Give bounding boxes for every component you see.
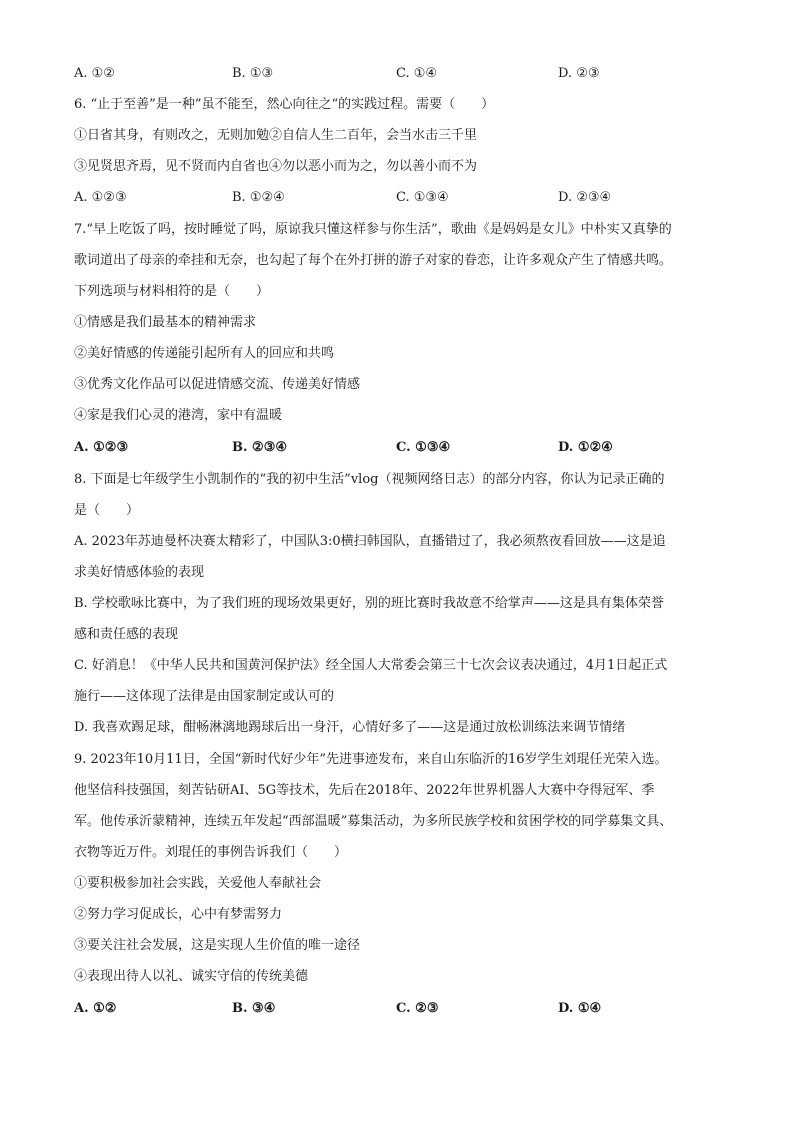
q5-options: [74, 64, 724, 84]
q9-item: ②努力学习促成长，心中有梦需努力: [74, 907, 283, 922]
q8-stem: 是（ ）: [74, 503, 140, 518]
q8-choice-c[interactable]: C. 好消息！《中华人民共和国黄河保护法》经全国人大常委会第三十七次会议表决通过，4月1日起正式: [74, 658, 668, 673]
q6-stem: 6. “止于至善”是一种”虽不能至，然心向往之“的实践过程。需要（ ）: [74, 97, 495, 112]
q9-item: ④表现出待人以礼、诚实守信的传统美德: [74, 969, 309, 984]
q8-stem: 8. 下面是七年级学生小凯制作的“我的初中生活”vlog（视频网络日志）的部分内容，你认为记录正确的: [74, 472, 665, 487]
q9-option-c[interactable]: C. ②③: [396, 1001, 439, 1016]
q7-option-b[interactable]: B. ②③④: [232, 440, 288, 455]
q9-option-a[interactable]: A. ①②: [74, 1001, 117, 1016]
q8-choice-a[interactable]: A. 2023年苏迪曼杯决赛太精彩了，中国队3:0横扫韩国队，直播错过了，我必须熬夜看回放——这是追: [74, 534, 666, 549]
q7-stem: 下列选项与材料相符的是（ ）: [74, 284, 270, 299]
q8-choice-b-cont: 感和责任感的表现: [74, 627, 179, 642]
q9-stem: 9. 2023年10月11日，全国“新时代好少年”先进事迹发布，来自山东临沂的16岁学生刘琨任光荣入选。: [74, 752, 668, 767]
q7-item: ④家是我们心灵的港湾，家中有温暖: [74, 408, 283, 423]
q7-option-c[interactable]: C. ①③④: [396, 440, 451, 455]
q7-item: ②美好情感的传递能引起所有人的回应和共鸣: [74, 346, 335, 361]
q5-option-c[interactable]: C. ①④: [396, 66, 438, 81]
q7-option-a[interactable]: A. ①②③: [74, 440, 129, 455]
q8-choice-d[interactable]: D. 我喜欢踢足球，酣畅淋漓地踢球后出一身汗，心情好多了——这是通过放松训练法来调节情绪: [74, 720, 626, 735]
q9-option-b[interactable]: B. ③④: [232, 1001, 276, 1016]
q9-item: ③要关注社会发展，这是实现人生价值的唯一途径: [74, 938, 361, 953]
q5-option-a[interactable]: A. ①②: [74, 66, 115, 81]
q9-options: [74, 999, 724, 1019]
q7-stem: 歌词道出了母亲的牵挂和无奈，也勾起了每个在外打拼的游子对家的眷恋，让许多观众产生了情感共鸣。: [74, 253, 673, 268]
q9-option-d[interactable]: D. ①④: [558, 1001, 602, 1016]
q6-item: ①日省其身，有则改之，无则加勉②自信人生二百年，会当水击三千里: [74, 128, 478, 143]
q6-option-c[interactable]: C. ①③④: [396, 190, 449, 205]
q6-item: ③见贤思齐焉，见不贤而内自省也④勿以恶小而为之，勿以善小而不为: [74, 159, 478, 174]
q6-option-a[interactable]: A. ①②③: [74, 190, 127, 205]
q5-option-b[interactable]: B. ①③: [232, 66, 274, 81]
q9-item: ①要积极参加社会实践，关爱他人奉献社会: [74, 876, 322, 891]
q6-options: [74, 188, 724, 208]
q6-option-d[interactable]: D. ②③④: [558, 190, 612, 205]
q7-item: ①情感是我们最基本的精神需求: [74, 315, 257, 330]
q8-choice-a-cont: 求美好情感体验的表现: [74, 565, 205, 580]
q8-choice-b[interactable]: B. 学校歌咏比赛中，为了我们班的现场效果更好，别的班比赛时我故意不给掌声——这是具有集体荣誉: [74, 596, 664, 611]
q7-option-d[interactable]: D. ①②④: [558, 440, 613, 455]
q6-option-b[interactable]: B. ①②④: [232, 190, 285, 205]
q9-stem: 军。他传承沂蒙精神，连续五年发起“西部温暖”募集活动，为多所民族学校和贫困学校的同学募集文具、: [74, 814, 673, 829]
q5-option-d[interactable]: D. ②③: [558, 66, 600, 81]
q9-stem: 他坚信科技强国，刻苦钻研AI、5G等技术，先后在2018年、2022年世界机器人大赛中夺得冠军、季: [74, 783, 655, 798]
q7-stem: 7.“早上吃饭了吗，按时睡觉了吗，原谅我只懂这样参与你生活”，歌曲《是妈妈是女儿》中朴实又真挚的: [74, 222, 672, 237]
q9-stem: 衣物等近万件。刘琨任的事例告诉我们（ ）: [74, 845, 348, 860]
q7-options: [74, 438, 724, 458]
q8-choice-c-cont: 施行——这体现了法律是由国家制定或认可的: [74, 689, 335, 704]
q7-item: ③优秀文化作品可以促进情感交流、传递美好情感: [74, 377, 361, 392]
